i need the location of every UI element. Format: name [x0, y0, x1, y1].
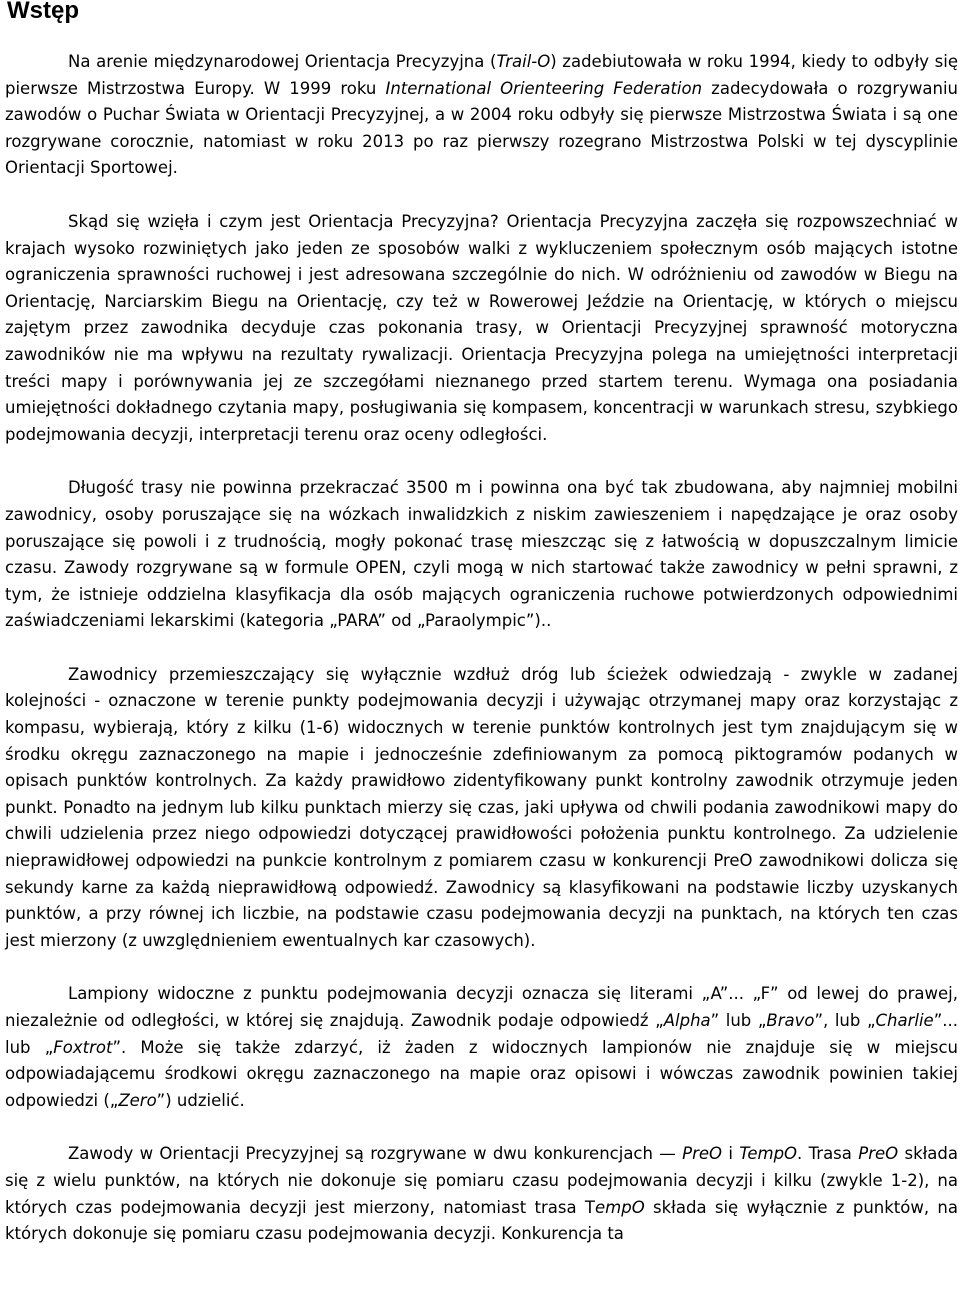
text-run: ”) udzielić. [156, 1090, 245, 1110]
term-preo: PreO [858, 1144, 899, 1164]
text-run: ”... lub „ [5, 1011, 958, 1057]
answer-charlie: Charlie [875, 1011, 934, 1030]
text-run: składa się wyłącznie z punktów, na których dokonuje się pomiaru czasu podejmowania decyzji. Konkurencja ta [5, 1197, 958, 1244]
term-preo: PreO [682, 1144, 723, 1164]
answer-alpha: Alpha [663, 1011, 711, 1030]
term-tempo: empO [595, 1197, 645, 1217]
paragraph-competition-rules: Zawodnicy przemieszczający się wyłącznie wzdłuż dróg lub ścieżek odwiedzają - zwykle w zadanej kolejności - oznaczone w terenie punkty podejmowania decyzji i używając otrzymanej mapy oraz korzystając z kompasu, wybierają, który z kilku (1-6) widocznych w terenie punktów kontrolnych jest tym znajdującym się w środku okręgu zaznaczonego na mapie i jednocześnie zdefiniowanym za pomocą piktogramów podanych w opisach punktów kontrolnych. Za każdy prawidłowo zidentyfikowany punkt kontrolny zawodnik otrzymuje jeden punkt. Ponadto na jednym lub kilku punktach mierzy się czas, jaki upływa od chwili podania zawodnikowi mapy do chwili udzielenia przez niego odpowiedzi dotyczącej prawidłowości położenia punktu kontrolnego. Za udzielenie nieprawidłowej odpowiedzi na punkcie kontrolnym z pomiarem czasu w konkurencji PreO zawodnikowi dolicza się sekundy karne za każdą nieprawidłową odpowiedź. Zawodnicy są klasyfikowani na podstawie liczby uzyskanych punktów, a przy równej ich liczbie, na podstawie czasu podejmowania decyzji na punktach, na których ten czas jest mierzony (z uwzględnieniem ewentualnych kar czasowych). [5, 664, 958, 950]
text-run: ”, lub „ [814, 1011, 876, 1030]
paragraph-origin: Skąd się wzięła i czym jest Orientacja Precyzyjna? Orientacja Precyzyjna zaczęła się rozpowszechniać w krajach wysoko rozwiniętych jako jeden ze sposobów walki z wykluczeniem społecznym osób mających istotne ograniczenia sprawności ruchowej i jest adresowana szczególnie do nich. W odróżnieniu od zawodów w Biegu na Orientację, Narciarskim Biegu na Orientację, czy też w Rowerowej Jeździe na Orientację, w których o miejscu zajętym przez zawodnika decyduje czas pokonania trasy, w Orientacji Precyzyjnej sprawność motoryczna zawodników nie ma wpływu na rezultaty rywalizacji. Orientacja Precyzyjna polega na umiejętności interpretacji treści mapy i porównywania jej ze szczegółami nieznanego przed startem terenu. Wymaga ona posiadania umiejętności dokładnego czytania mapy, posługiwania się kompasem, koncentracji w warunkach stresu, szybkiego podejmowania decyzji, interpretacji terenu oraz oceny odległości. [5, 211, 958, 444]
answer-zero: Zero [118, 1090, 157, 1110]
paragraph-course-length: Długość trasy nie powinna przekraczać 3500 m i powinna ona być tak zbudowana, aby najmniej mobilni zawodnicy, osoby poruszające się na wózkach inwalidzkich z niskim zawieszeniem i napędzające je oraz osoby poruszające się powoli i z trudnością, mogły pokonać trasę mieszcząc się z łatwością w dopuszczalnym limicie czasu. Zawody rozgrywane są w formule OPEN, czyli mogą w nich startować także zawodnicy w pełni sprawni, z tym, że istnieje oddzielna klasyfikacja dla osób mających ograniczenia ruchowe potwierdzonych odpowiednimi zaświadczeniami lekarskimi (kategoria „PARA” od „Paraolympic”).. [5, 478, 958, 631]
paragraph-history [5, 49, 958, 182]
term-tempo: TempO [739, 1144, 798, 1164]
text-run: Lampiony widoczne z punktu podejmowania decyzji oznacza się literami „A”... „F” od lewej do prawej, niezależnie od odległości, w której się znajdują. Zawodnik podaje odpowiedź „ [5, 984, 958, 1030]
text-run: i [722, 1144, 740, 1164]
term-iof: International Orienteering Federation [385, 78, 703, 98]
paragraph-competitions [5, 1141, 958, 1247]
text-run: ”. Może się także zdarzyć, iż żaden z widocznych lampionów nie znajduje się w miejscu odpowiadającemu środkowi okręgu zaznaczonego na mapie oraz opisowi i wówczas zawodnik powinien takiej odpowiedzi („ [5, 1037, 959, 1110]
text-run: Na arenie międzynarodowej Orientacja Precyzyjna ( [68, 52, 497, 71]
text-run: zadecydowała o rozgrywaniu zawodów o Puchar Świata w Orientacji Precyzyjnej, a w 2004 roku odbyły się pierwsze Mistrzostwa Świata i są one rozgrywane corocznie, natomiast w roku 2013 po raz pierwszy rozegrano Mistrzostwa Polski w tej dyscyplinie Orientacji Sportowej. [5, 78, 958, 178]
section-heading: Wstęp [7, 0, 79, 24]
document-body [5, 49, 958, 1275]
text-run: składa się z wielu punktów, na których nie dokonuje się pomiaru czasu podejmowania decyzji i kilku (zwykle 1-2), na których czas podejmowania decyzji jest mierzony, natomiast trasa T [5, 1144, 959, 1217]
text-run: ” lub „ [710, 1011, 767, 1030]
text-run: . Trasa [797, 1144, 859, 1164]
paragraph-lanterns [5, 981, 958, 1114]
answer-foxtrot: Foxtrot [53, 1037, 113, 1057]
text-run: ) zadebiutowała w roku 1994, kiedy to odbyły się pierwsze Mistrzostwa Europy. W 1999 roku [5, 52, 958, 98]
term-trail-o: Trail-O [496, 52, 551, 71]
text-run: Zawody w Orientacji Precyzyjnej są rozgrywane w dwu konkurencjach — [68, 1144, 683, 1164]
answer-bravo: Bravo [766, 1011, 815, 1030]
